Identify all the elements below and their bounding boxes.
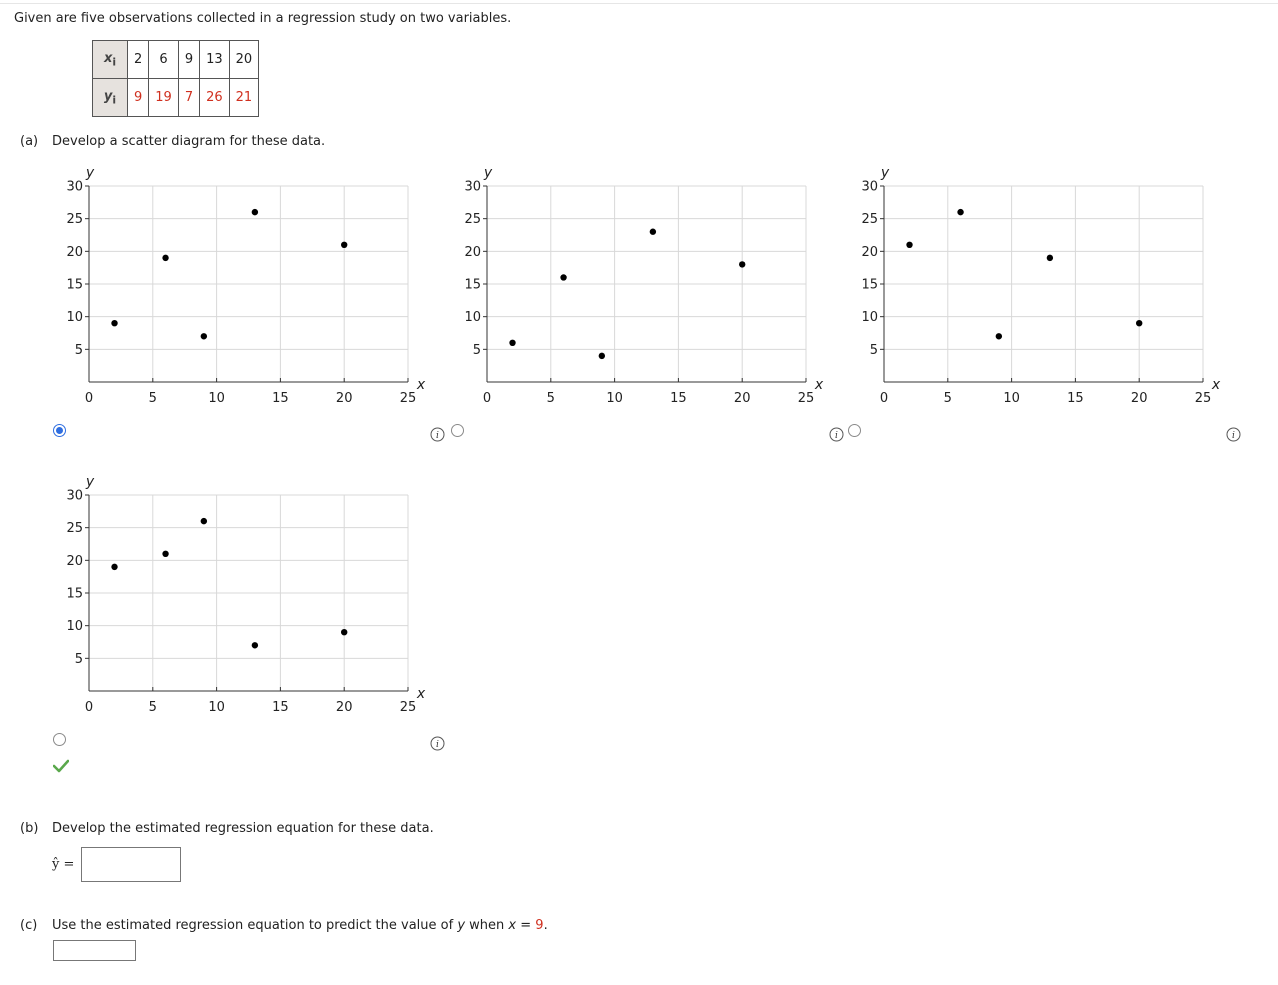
x-tick-label: 0 <box>84 391 94 406</box>
part-b-prompt <box>20 821 434 836</box>
x-tick-label: 0 <box>482 391 492 406</box>
scatter-option-1 <box>40 158 440 417</box>
x-tick-label: 5 <box>148 700 157 715</box>
x-row <box>93 41 259 79</box>
part-c-when: when <box>465 918 509 933</box>
data-point <box>111 564 117 570</box>
y-tick-label: 10 <box>66 310 83 326</box>
x-tick-label: 15 <box>1067 391 1084 406</box>
x-tick-label: 15 <box>272 700 289 715</box>
choice-radio-4[interactable] <box>53 733 66 746</box>
checkmark-icon <box>53 759 69 773</box>
var-x: x <box>508 918 517 933</box>
x-tick-label: 25 <box>1194 391 1212 406</box>
y-tick-label: 5 <box>74 342 83 358</box>
scatter-plot-4 <box>40 467 440 722</box>
y-cell: 7 <box>178 79 199 117</box>
x-cell: 6 <box>149 41 179 79</box>
y-axis-label: y <box>85 165 95 181</box>
x-tick-label: 5 <box>943 391 952 406</box>
scatter-option-2 <box>438 158 838 417</box>
part-c-prompt <box>20 918 548 933</box>
x-tick-label: 5 <box>148 391 157 406</box>
data-point <box>162 255 168 261</box>
y-tick-label: 20 <box>464 244 481 260</box>
x-tick-label: 10 <box>1003 391 1020 406</box>
x-tick-label: 25 <box>399 391 417 406</box>
var-y: y <box>457 918 466 933</box>
choice-radio-3[interactable] <box>848 424 861 437</box>
x-tick-label: 20 <box>1130 391 1148 406</box>
y-tick-label: 25 <box>464 212 481 228</box>
data-point <box>509 340 515 346</box>
part-a-label: (a) <box>20 134 39 149</box>
svg-text:i: i <box>436 431 439 441</box>
y-cell: 19 <box>149 79 179 117</box>
x-cell: 2 <box>128 41 149 79</box>
prediction-input[interactable] <box>53 940 136 961</box>
observations-table <box>92 40 259 117</box>
regression-equation-input[interactable] <box>81 847 181 882</box>
x-tick-label: 20 <box>733 391 751 406</box>
x-tick-label: 0 <box>879 391 889 406</box>
y-tick-label: 25 <box>66 521 83 537</box>
x-axis-label: x <box>416 377 426 393</box>
x-header <box>93 41 128 79</box>
x-tick-label: 20 <box>335 391 353 406</box>
y-tick-label: 30 <box>464 179 481 195</box>
data-point <box>996 333 1002 339</box>
problem-intro: Given are five observations collected in a regression study on two variables. <box>14 11 512 26</box>
data-point <box>906 242 912 248</box>
part-c-period: . <box>543 918 548 933</box>
part-c-text: Use the estimated regression equation to predict the value of <box>52 918 458 933</box>
y-cell: 21 <box>229 79 259 117</box>
data-point <box>1136 320 1142 326</box>
svg-text:i: i <box>1232 431 1235 441</box>
part-b-text: Develop the estimated regression equation for these data. <box>52 821 434 836</box>
x-var: x <box>103 50 113 66</box>
y-tick-label: 5 <box>869 342 878 358</box>
svg-text:i: i <box>835 431 838 441</box>
part-c-label: (c) <box>20 918 38 933</box>
choice-radio-2[interactable] <box>451 424 464 437</box>
data-point <box>1047 255 1053 261</box>
info-icon[interactable] <box>430 736 445 751</box>
data-point <box>201 518 207 524</box>
y-tick-label: 20 <box>66 553 83 569</box>
y-cell: 9 <box>128 79 149 117</box>
x-cell: 20 <box>229 41 259 79</box>
x-axis-label: x <box>814 377 824 393</box>
y-tick-label: 25 <box>66 212 83 228</box>
y-tick-label: 20 <box>861 244 878 260</box>
part-a-text: Develop a scatter diagram for these data. <box>52 134 326 149</box>
x-axis-label: x <box>1211 377 1221 393</box>
y-tick-label: 5 <box>472 342 481 358</box>
y-tick-label: 10 <box>66 619 83 635</box>
choice-radio-1[interactable] <box>53 424 66 437</box>
y-tick-label: 15 <box>66 277 83 293</box>
data-point <box>739 261 745 267</box>
scatter-plot-1 <box>40 158 440 413</box>
info-icon[interactable] <box>430 427 445 442</box>
data-point <box>201 333 207 339</box>
scatter-plot-3 <box>835 158 1235 413</box>
x-tick-label: 0 <box>84 700 94 715</box>
y-tick-label: 30 <box>66 179 83 195</box>
part-a-prompt <box>20 134 325 149</box>
data-point <box>341 242 347 248</box>
x-value: 9 <box>535 918 544 933</box>
data-point <box>162 551 168 557</box>
x-sub: i <box>112 55 117 69</box>
y-axis-label: y <box>880 165 890 181</box>
scatter-option-3 <box>835 158 1235 417</box>
x-tick-label: 25 <box>399 700 417 715</box>
x-tick-label: 5 <box>546 391 555 406</box>
x-cell: 13 <box>200 41 230 79</box>
y-tick-label: 15 <box>861 277 878 293</box>
y-tick-label: 25 <box>861 212 878 228</box>
y-tick-label: 10 <box>861 310 878 326</box>
x-tick-label: 20 <box>335 700 353 715</box>
data-point <box>560 274 566 280</box>
x-axis-label: x <box>416 686 426 702</box>
y-cell: 26 <box>200 79 230 117</box>
x-tick-label: 10 <box>606 391 623 406</box>
y-axis-label: y <box>85 474 95 490</box>
x-tick-label: 10 <box>208 700 225 715</box>
data-point <box>341 629 347 635</box>
data-point <box>650 229 656 235</box>
svg-text:i: i <box>436 740 439 750</box>
y-sub: i <box>112 93 117 107</box>
y-tick-label: 15 <box>464 277 481 293</box>
data-point <box>252 209 258 215</box>
scatter-option-4 <box>40 467 440 726</box>
data-point <box>957 209 963 215</box>
y-axis-label: y <box>483 165 493 181</box>
part-c-eq: = <box>516 918 536 933</box>
y-tick-label: 5 <box>74 651 83 667</box>
data-point <box>111 320 117 326</box>
x-tick-label: 15 <box>272 391 289 406</box>
y-var: y <box>103 88 113 104</box>
y-tick-label: 15 <box>66 586 83 602</box>
x-tick-label: 25 <box>797 391 815 406</box>
y-tick-label: 20 <box>66 244 83 260</box>
yhat-label: ŷ = <box>52 857 75 872</box>
top-divider <box>0 3 1278 4</box>
data-point <box>599 353 605 359</box>
x-cell: 9 <box>178 41 199 79</box>
info-icon[interactable] <box>1226 427 1241 442</box>
scatter-plot-2 <box>438 158 838 413</box>
part-b-label: (b) <box>20 821 39 836</box>
info-icon[interactable] <box>829 427 844 442</box>
y-tick-label: 30 <box>66 488 83 504</box>
y-header <box>93 79 128 117</box>
data-point <box>252 642 258 648</box>
y-row <box>93 79 259 117</box>
x-tick-label: 10 <box>208 391 225 406</box>
y-tick-label: 10 <box>464 310 481 326</box>
y-tick-label: 30 <box>861 179 878 195</box>
x-tick-label: 15 <box>670 391 687 406</box>
